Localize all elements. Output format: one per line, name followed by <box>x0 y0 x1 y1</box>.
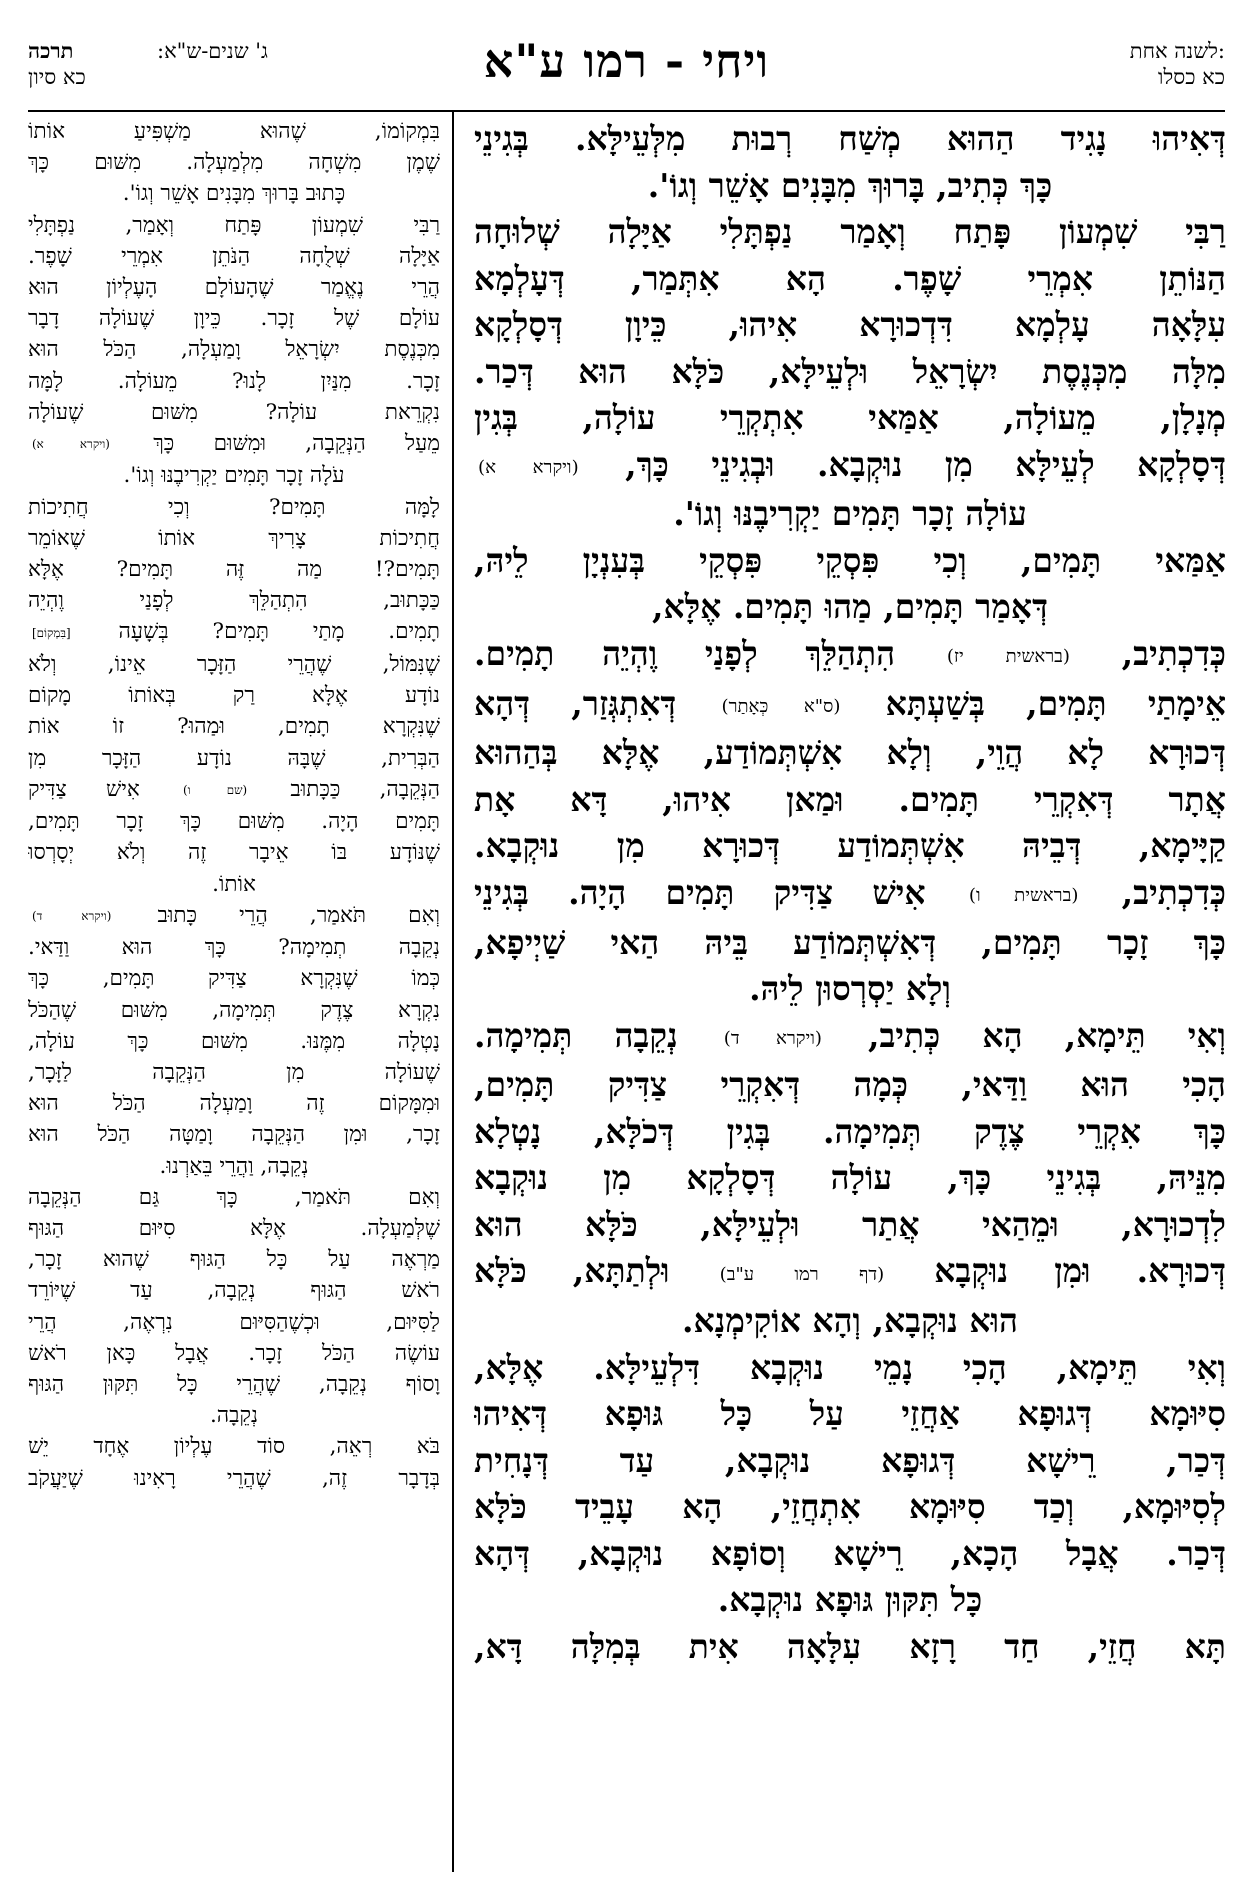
main-text-line: וְאִי תֵּימָא, הָכִי נָמֵי נוּקְבָא דִּלְעֵילָּא. אֶלָּא, <box>474 1347 1226 1387</box>
commentary-text-line: נָטְלָה מִמֶּנּוּ. מִשּׁוּם כָּךְ עוֹלָה, <box>28 1028 440 1054</box>
commentary-text-line: שֶׁעוֹלָה מִן הַנְּקֵבָה לַזָּכָר, <box>28 1060 440 1086</box>
main-text-line: תָּא חֲזֵי, חַד רָזָא עִלָּאָה אִית בְּמִלָּה דָּא, <box>474 1626 1226 1666</box>
commentary-text-line: שֶׁנִּמּוֹל, שֶׁהֲרֵי הַזָּכָר אֵינוֹ, וְלֹא <box>28 651 440 677</box>
main-text-line: לְסִיּוּמָא, וְכַד סִיּוּמָא אִתְחֲזֵי, הָא עָבֵיד כֹּלָּא <box>474 1487 1226 1527</box>
commentary-text-line: זָכָר. מִנַּיִן לָנוּ? מֵעוֹלָה. לָמָּה <box>28 368 440 394</box>
commentary-text-line: בְּדָבָר זֶה, שֶׁהֲרֵי רָאִינוּ שֶׁיַּעֲקֹב <box>28 1465 440 1491</box>
verse-reference: (שם ו) <box>182 782 248 797</box>
main-text-line: אֲתָר דְּאִקְרֵי תָּמִים. וּמַאן אִיהוּ, דָּא אָת <box>474 779 1226 819</box>
verse-reference: (ס"א כְּאָתַר) <box>721 695 841 717</box>
verse-reference: (ויקרא א) <box>478 456 579 478</box>
commentary-text-line: מִכְּנֶסֶת יִשְׂרָאֵל וָמַעְלָה, הַכֹּל הוּא <box>28 337 440 363</box>
commentary-text-line: כָּתוּב בָּרוּךְ מִבָּנִים אָשֵׁר וְגוֹ'. <box>122 181 346 207</box>
page-title: ויחי - רמו ע"א <box>483 34 770 88</box>
commentary-text-line: נְקֵבָה, וַהֲרֵי בֵּאַרְנוּ. <box>159 1153 309 1179</box>
commentary-text-line: הֲרֵי נֶאֱמַר שֶׁהָעוֹלָם הָעֶלְיוֹן הוּא <box>28 275 440 301</box>
verse-reference: (דף רמו ע"ב) <box>719 1263 885 1285</box>
commentary-text-line: לָמָּה תָּמִים? וְכִי חֲתִיכוֹת <box>28 494 440 520</box>
main-text-line: כָּל תִּקּוּן גּוּפָא נוּקְבָא. <box>717 1580 983 1620</box>
commentary-text-line: כְּמוֹ שֶׁנִּקְרָא צַדִּיק תָּמִים, כָּךְ <box>28 966 440 992</box>
main-text-line: דְּאָמַר תָּמִים, מַהוּ תָּמִים. אֶלָּא, <box>652 587 1048 627</box>
header-left-line1: ג' שנים-ש"א: <box>157 39 268 63</box>
main-text-line: הוּא נוּקְבָא, וְהָא אוֹקִימְנָא. <box>681 1301 1019 1341</box>
commentary-text-line: רֹאשׁ הַגּוּף נְקֵבָה, עַד שֶׁיּוֹרֵד <box>28 1278 440 1304</box>
main-text-line: סִיּוּמָא דְּגוּפָא אַחֲזֵי עַל כָּל גּוּפָא דְּאִיהוּ <box>474 1394 1226 1434</box>
commentary-text-line: נִקְרֵאת עוֹלָה? מִשּׁוּם שֶׁעוֹלָה <box>28 399 440 425</box>
main-text-line: כָּךְ אִקְרֵי צֶדֶק תְּמִימָה. בְּגִין דְּכֹלָּא, נָטְלָא <box>474 1111 1226 1151</box>
commentary-text-line: הַנְּקֵבָה, כַּכָּתוּב (שם ו) אִישׁ צַדִּיק <box>28 776 440 802</box>
commentary-text-line: בִּמְקוֹמוֹ, שֶׁהוּא מַשְׁפִּיעַ אוֹתוֹ <box>28 119 440 144</box>
header-left <box>28 38 268 90</box>
main-text-line: דְּכוּרָא לָא הֲוֵי, וְלָא אִשְׁתְּמוֹדַע, אֶלָּא בְּהַהוּא <box>474 733 1226 773</box>
main-text-line: כְּדִכְתִיב, (בראשית ו) אִישׁ צַדִּיק תָּמִים הָיָה. בְּגִינֵי <box>474 872 1226 912</box>
page-number: תרכה <box>28 38 74 63</box>
commentary-text-line: נִקְרָא צֶדֶק תְּמִימָה, מִשּׁוּם שֶׁהַכֹּל <box>28 997 440 1023</box>
main-text-line: דְּכוּרָא. וּמִן נוּקְבָא (דף רמו ע"ב) וּלְתַתָּא, כֹּלָּא <box>474 1251 1226 1291</box>
main-text-line: מִנֵּיהּ, בְּגִינֵי כָּךְ, עוֹלָה דְּסָלְקָא מִן נוּקְבָא <box>474 1158 1226 1198</box>
commentary-text-line: שֶׁמֶן מִשְׁחָה מִלְמַעְלָה. מִשּׁוּם כָּךְ <box>28 150 440 176</box>
main-text-line: כְּדִכְתִיב, (בראשית יז) הִתְהַלֵּךְ לְפָנַי וֶהְיֵה תָמִים. <box>474 633 1226 673</box>
main-text-line: הָכִי הוּא וַדַּאי, כְּמָה דְּאִקְרֵי צַדִּיק תָּמִים, <box>474 1065 1226 1105</box>
page-header <box>28 30 1225 110</box>
main-text-line: קַיָּימָא, דְּבֵיהּ אִשְׁתְּמוֹדַע דְּכוּרָא מִן נוּקְבָא. <box>474 826 1226 866</box>
main-text-line: מְנָלָן, מֵעוֹלָה, אַמַּאי אִתְקְרֵי עוֹלָה, בְּגִין <box>474 398 1226 437</box>
commentary-text-line: שֶׁנּוֹדָע בּוֹ אֵיבָר זֶה וְלֹא יְסָרְסוּ <box>28 840 440 866</box>
commentary-text-line: כַּכָּתוּב, הִתְהַלֵּךְ לְפָנַי וֶהְיֵה <box>28 588 440 614</box>
main-text-line: אֵימָתַי תָּמִים, בְּשַׁעְתָּא (ס"א כְּאָתַר) דְּאִתְגְּזַר, דְּהָא <box>474 683 1226 723</box>
side-column <box>28 116 440 1872</box>
commentary-text-line: אַיָּלָה שְׁלֻחָה הַנֹּתֵן אִמְרֵי שָׁפֶר. <box>28 243 440 269</box>
main-text-line: הַנּוֹתֵן אִמְרֵי שָׁפֶר. הָא אִתְּמַר, דְּעָלְמָא <box>474 258 1226 298</box>
main-text-line: וְלָא יַסְרְסוּן לֵיהּ. <box>749 969 951 1009</box>
main-text-line: רַבִּי שִׁמְעוֹן פָּתַח וְאָמַר נַפְתָּלִי אַיָּלָה שְׁלוּחָה <box>474 212 1226 251</box>
commentary-text-line: תָּמִים?! מַה זֶּה תָּמִים? אֶלָּא <box>28 557 440 583</box>
commentary-text-line: וְאִם תֹּאמַר, הֲרֵי כָּתוּב (ויקרא ד) <box>32 902 440 928</box>
main-column <box>474 116 1226 1872</box>
main-text-line: דְּכַר. אֲבָל הָכָא, רֵישָׁא וְסוֹפָא נוּקְבָא, דְּהָא <box>474 1533 1226 1573</box>
commentary-text-line: שֶׁלְּמַעְלָה. אֶלָּא סִיּוּם הַגּוּף <box>28 1216 440 1242</box>
main-text-line: וְאִי תֵּימָא, הָא כְּתִיב, (ויקרא ד) נְקֵבָה תְּמִימָה. <box>474 1015 1226 1055</box>
header-right-line1: לשנה אחת: <box>1129 39 1225 63</box>
commentary-text-line: וְאִם תֹּאמַר, כָּךְ גַּם הַנְּקֵבָה <box>28 1184 440 1210</box>
main-text-line: דְּסָלְקָא לְעֵילָּא מִן נוּקְבָא. וּבְגִינֵי כָּךְ, (ויקרא א) <box>478 444 1226 484</box>
commentary-text-line: הַבְּרִית, שֶׁבָּהּ נוֹדָע הַזָּכָר מִן <box>28 745 440 771</box>
main-text-line: מִלָּה מִכְּנֶסֶת יִשְׂרָאֵל וּלְעֵילָּא, כֹּלָּא הוּא דְּכַר. <box>474 351 1226 391</box>
commentary-text-line: לַסִּיּוּם, וּכְשֶׁהַסִּיּוּם נִרְאֶה, הֲרֵי <box>28 1309 440 1335</box>
commentary-text-line: וּמִמָּקוֹם זֶה וָמַעְלָה הַכֹּל הוּא <box>28 1091 440 1117</box>
header-rule <box>28 110 1225 112</box>
commentary-text-line: וָסוֹף נְקֵבָה, שֶׁהֲרֵי כָּל תִּקּוּן הַגּוּף <box>28 1372 440 1398</box>
column-divider <box>452 112 454 1872</box>
verse-reference: (בראשית ו) <box>968 885 1079 907</box>
verse-reference: (בראשית יז) <box>946 646 1070 668</box>
commentary-text-line: נוֹדָע אֶלָּא רַק בְּאוֹתוֹ מָקוֹם <box>28 683 440 709</box>
commentary-text-line: מֵעַל הַנְּקֵבָה, וּמִשּׁוּם כָּךְ (ויקרא א) <box>32 431 440 457</box>
commentary-text-line: שֶׁנִּקְרָא תָמִים, וּמַהוּ? זוֹ אוֹת <box>28 714 440 740</box>
commentary-text-line: בֹּא רְאֵה, סוֹד עֶלְיוֹן אֶחָד יֵשׁ <box>28 1434 440 1460</box>
header-right-line2: כא כסלו <box>1158 65 1225 89</box>
commentary-text-line: אוֹתוֹ. <box>212 871 256 897</box>
verse-reference: (ויקרא א) <box>32 437 110 452</box>
header-left-line2: כא סיון <box>28 65 86 89</box>
verse-reference: (ויקרא ד) <box>723 1027 822 1049</box>
main-text-line: עִלָּאָה עָלְמָא דִּדְכוּרָא אִיהוּ, כֵּיוָן דְּסָלְקָא <box>474 305 1226 344</box>
main-text-line: אַמַּאי תָּמִים, וְכִי פִּסְקֵי פִּסְקֵי בְּעִנְיָן לֵיהּ, <box>474 540 1226 580</box>
main-text-line: דְּאִיהוּ נָגִיד הַהוּא מְשַׁח רְבוּת מִלְּעֵילָּא. בְּגִינֵי <box>474 119 1226 158</box>
commentary-text-line: זָכָר, וּמִן הַנְּקֵבָה וָמַטָּה הַכֹּל הוּא <box>28 1122 440 1148</box>
verse-reference: [בִּמְקוֹם] <box>32 625 71 640</box>
commentary-text-line: עוֹלָם שֶׁל זָכָר. כֵּיוָן שֶׁעוֹלָה דָבָר <box>28 306 440 332</box>
commentary-text-line: מַרְאֶה עַל כָּל הַגּוּף שֶׁהוּא זָכָר, <box>28 1247 440 1273</box>
commentary-text-line: נְקֵבָה תְמִימָה? כָּךְ הוּא וַדַּאי. <box>28 935 440 961</box>
main-text-line: כָּךְ כְּתִיב, בָּרוּךְ מִבָּנִים אָשֵׁר וְגוֹ'. <box>647 165 1053 205</box>
commentary-text-line: רַבִּי שִׁמְעוֹן פָּתַח וְאָמַר, נַפְתָּלִי <box>28 212 440 238</box>
commentary-text-line: תָמִים. מָתַי תָּמִים? בְּשָׁעָה [בִּמְקוֹם] <box>32 619 440 645</box>
verse-reference: (ויקרא ד) <box>32 909 112 924</box>
commentary-text-line: עוֹשֶׂה הַכֹּל זָכָר. אֲבָל כָּאן רֹאשׁ <box>28 1340 440 1366</box>
main-text-line: כָּךְ זָכָר תָּמִים, דְּאִשְׁתְּמוֹדַע בֵּיהּ הַאי שַׁיְיפָא, <box>474 922 1226 962</box>
commentary-text-line: נְקֵבָה. <box>209 1403 259 1429</box>
commentary-text-line: עֹלָה זָכָר תָּמִים יַקְרִיבֶנּוּ וְגוֹ'. <box>123 463 345 489</box>
main-text-line: עוֹלָה זָכָר תָּמִים יַקְרִיבֶנּוּ וְגוֹ'. <box>673 494 1027 534</box>
commentary-text-line: תָּמִים הָיָה. מִשּׁוּם כָּךְ זָכָר תָּמִים, <box>28 809 440 835</box>
main-text-line: לִדְכוּרָא, וּמֵהַאי אֲתַר וּלְעֵילָּא, כֹּלָּא הוּא <box>474 1204 1226 1244</box>
main-text-line: דְּכַר, רֵישָׁא דְּגוּפָא נוּקְבָא, עַד דְּנָחִית <box>474 1440 1226 1480</box>
commentary-text-line: חֲתִיכוֹת צָרִיךְ אוֹתוֹ שֶׁאוֹמֵר <box>28 525 440 551</box>
